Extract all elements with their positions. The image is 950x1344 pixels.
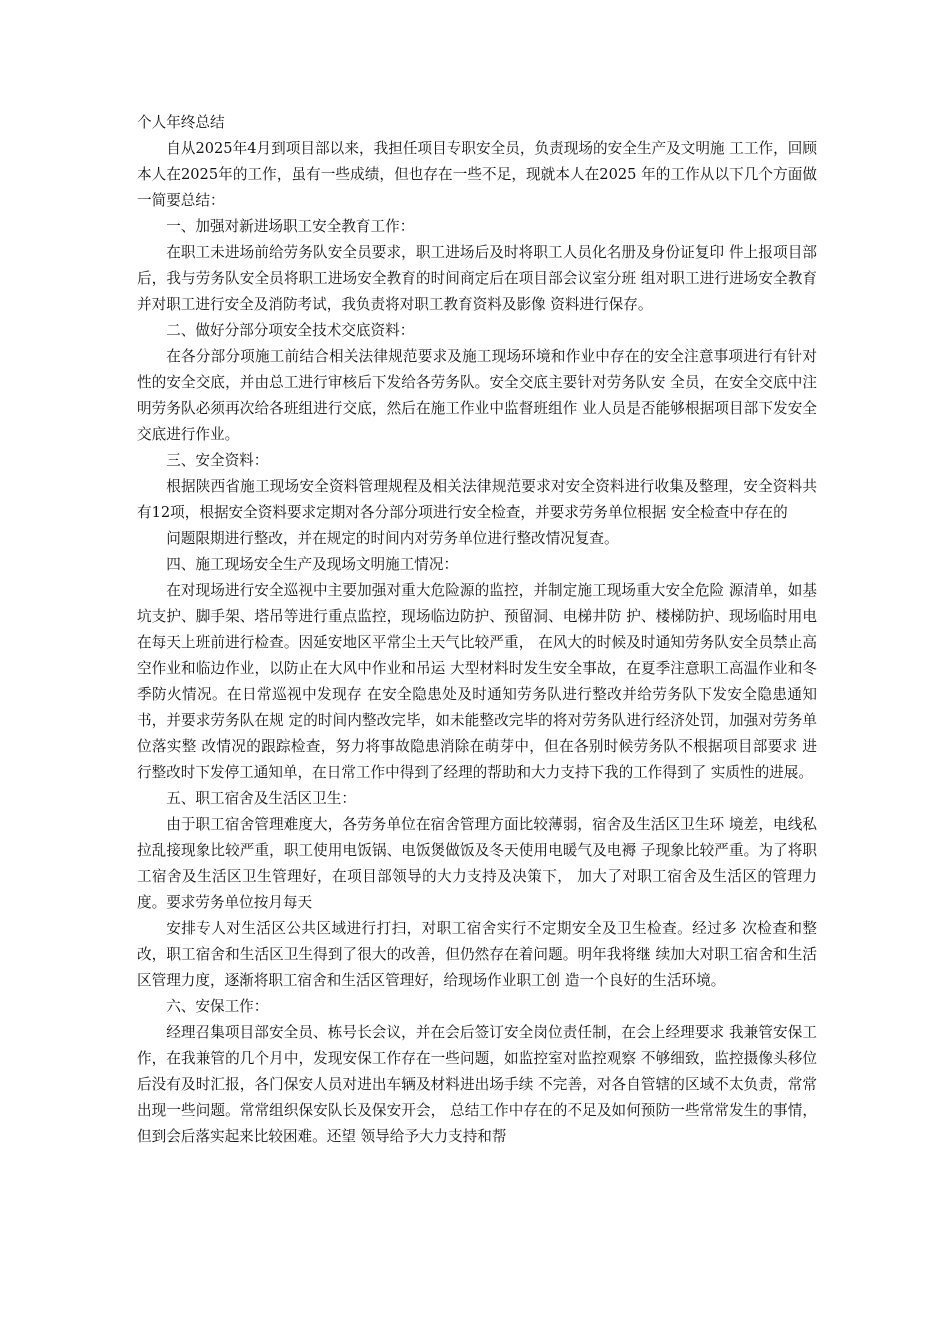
section-heading-2: 二、做好分部分项安全技术交底资料：: [166, 322, 415, 339]
document-title: 个人年终总结: [137, 114, 225, 131]
section-heading-1: 一、加强对新进场职工安全教育工作：: [166, 218, 415, 235]
paragraph-section-6: 经理召集项目部安全员、栋号长会议，并在会后签订安全岗位责任制，在会上经理要求 我兼管安保工作，在我兼管的几个月中，发现安保工作存在一些问题，如监控室对监控观察 不够细致，监控摄像头移位后没有及时汇报，各门保安人员对进出车辆及材料进出场手续 不完善，对各自管辖的区域不太负责，常常出现一些问题。常常组织保安队长及保安开会， 总结工作中存在的不足及如何预防一些常常发生的事情，但到会后落实起来比较困难。还望 领导给予大力支持和帮: [137, 1024, 817, 1145]
paragraph-section-2: 在各分部分项施工前结合相关法律规范要求及施工现场环境和作业中存在的安全注意事项进行有针对性的安全交底，并由总工进行审核后下发给各劳务队。安全交底主要针对劳务队安 全员，在安全交底中注明劳务队必须再次给各班组进行交底，然后在施工作业中监督班组作 业人员是否能够根据项目部下发安全交底进行作业。: [137, 348, 817, 443]
section-heading-6: 六、安保工作：: [166, 998, 269, 1015]
section-heading-5: 五、职工宿舍及生活区卫生：: [166, 790, 356, 807]
section-heading-3: 三、安全资料：: [166, 452, 269, 469]
paragraph-section-1: 在职工未进场前给劳务队安全员要求，职工进场后及时将职工人员化名册及身份证复印 件上报项目部后，我与劳务队安全员将职工进场安全教育的时间商定后在项目部会议室分班 组对职工进行进场安全教育并对职工进行安全及消防考试，我负责将对职工教育资料及影像 资料进行保存。: [137, 244, 817, 313]
section-heading-4: 四、施工现场安全生产及现场文明施工情况：: [166, 556, 459, 573]
paragraph-section-5b: 安排专人对生活区公共区域进行打扫，对职工宿舍实行不定期安全及卫生检查。经过多 次检查和整改，职工宿舍和生活区卫生得到了很大的改善，但仍然存在着问题。明年我将继 续加大对职工宿舍和生活区管理力度，逐渐将职工宿舍和生活区管理好，给现场作业职工创 造一个良好的生活环境。: [137, 920, 817, 989]
paragraph-section-4: 在对现场进行安全巡视中主要加强对重大危险源的监控，并制定施工现场重大安全危险 源清单，如基坑支护、脚手架、塔吊等进行重点监控，现场临边防护、预留洞、电梯井防 护、楼梯防护、现场临时用电在每天上班前进行检查。因延安地区平常尘土天气比较严重， 在风大的时候及时通知劳务队安全员禁止高空作业和临边作业，以防止在大风中作业和吊运 大型材料时发生安全事故，在夏季注意职工高温作业和冬季防火情况。在日常巡视中发现存 在安全隐患处及时通知劳务队进行整改并给劳务队下发安全隐患通知书，并要求劳务队在规 定的时间内整改完毕，如未能整改完毕的将对劳务队进行经济处罚，加强对劳务单位落实整 改情况的跟踪检查，努力将事故隐患消除在萌芽中，但在各别时候劳务队不根据项目部要求 进行整改时下发停工通知单，在日常工作中得到了经理的帮助和大力支持下我的工作得到了 实质性的进展。: [137, 582, 817, 781]
paragraph-intro: 自从2025年4月到项目部以来，我担任项目专职安全员，负责现场的安全生产及文明施 工工作，回顾本人在2025年的工作，虽有一些成绩，但也存在一些不足，现就本人在2025 年的工作从以下几个方面做一简要总结：: [137, 140, 817, 209]
paragraph-section-3a: 根据陕西省施工现场安全资料管理规程及相关法律规范要求对安全资料进行收集及整理，安全资料共有12项，根据安全资料要求定期对各分部分项进行安全检查，并要求劳务单位根据 安全检查中存在的: [137, 478, 817, 521]
document-page: [137, 110, 817, 1150]
paragraph-section-3b: 问题限期进行整改，并在规定的时间内对劳务单位进行整改情况复查。: [166, 530, 619, 547]
paragraph-section-5a: 由于职工宿舍管理难度大，各劳务单位在宿舍管理方面比较薄弱，宿舍及生活区卫生环 境差，电线私拉乱接现象比较严重，职工使用电饭锅、电饭煲做饭及冬天使用电暖气及电褥 子现象比较严重。为了将职工宿舍及生活区卫生管理好，在项目部领导的大力支持及决策下， 加大了对职工宿舍及生活区的管理力度。要求劳务单位按月每天: [137, 816, 817, 911]
